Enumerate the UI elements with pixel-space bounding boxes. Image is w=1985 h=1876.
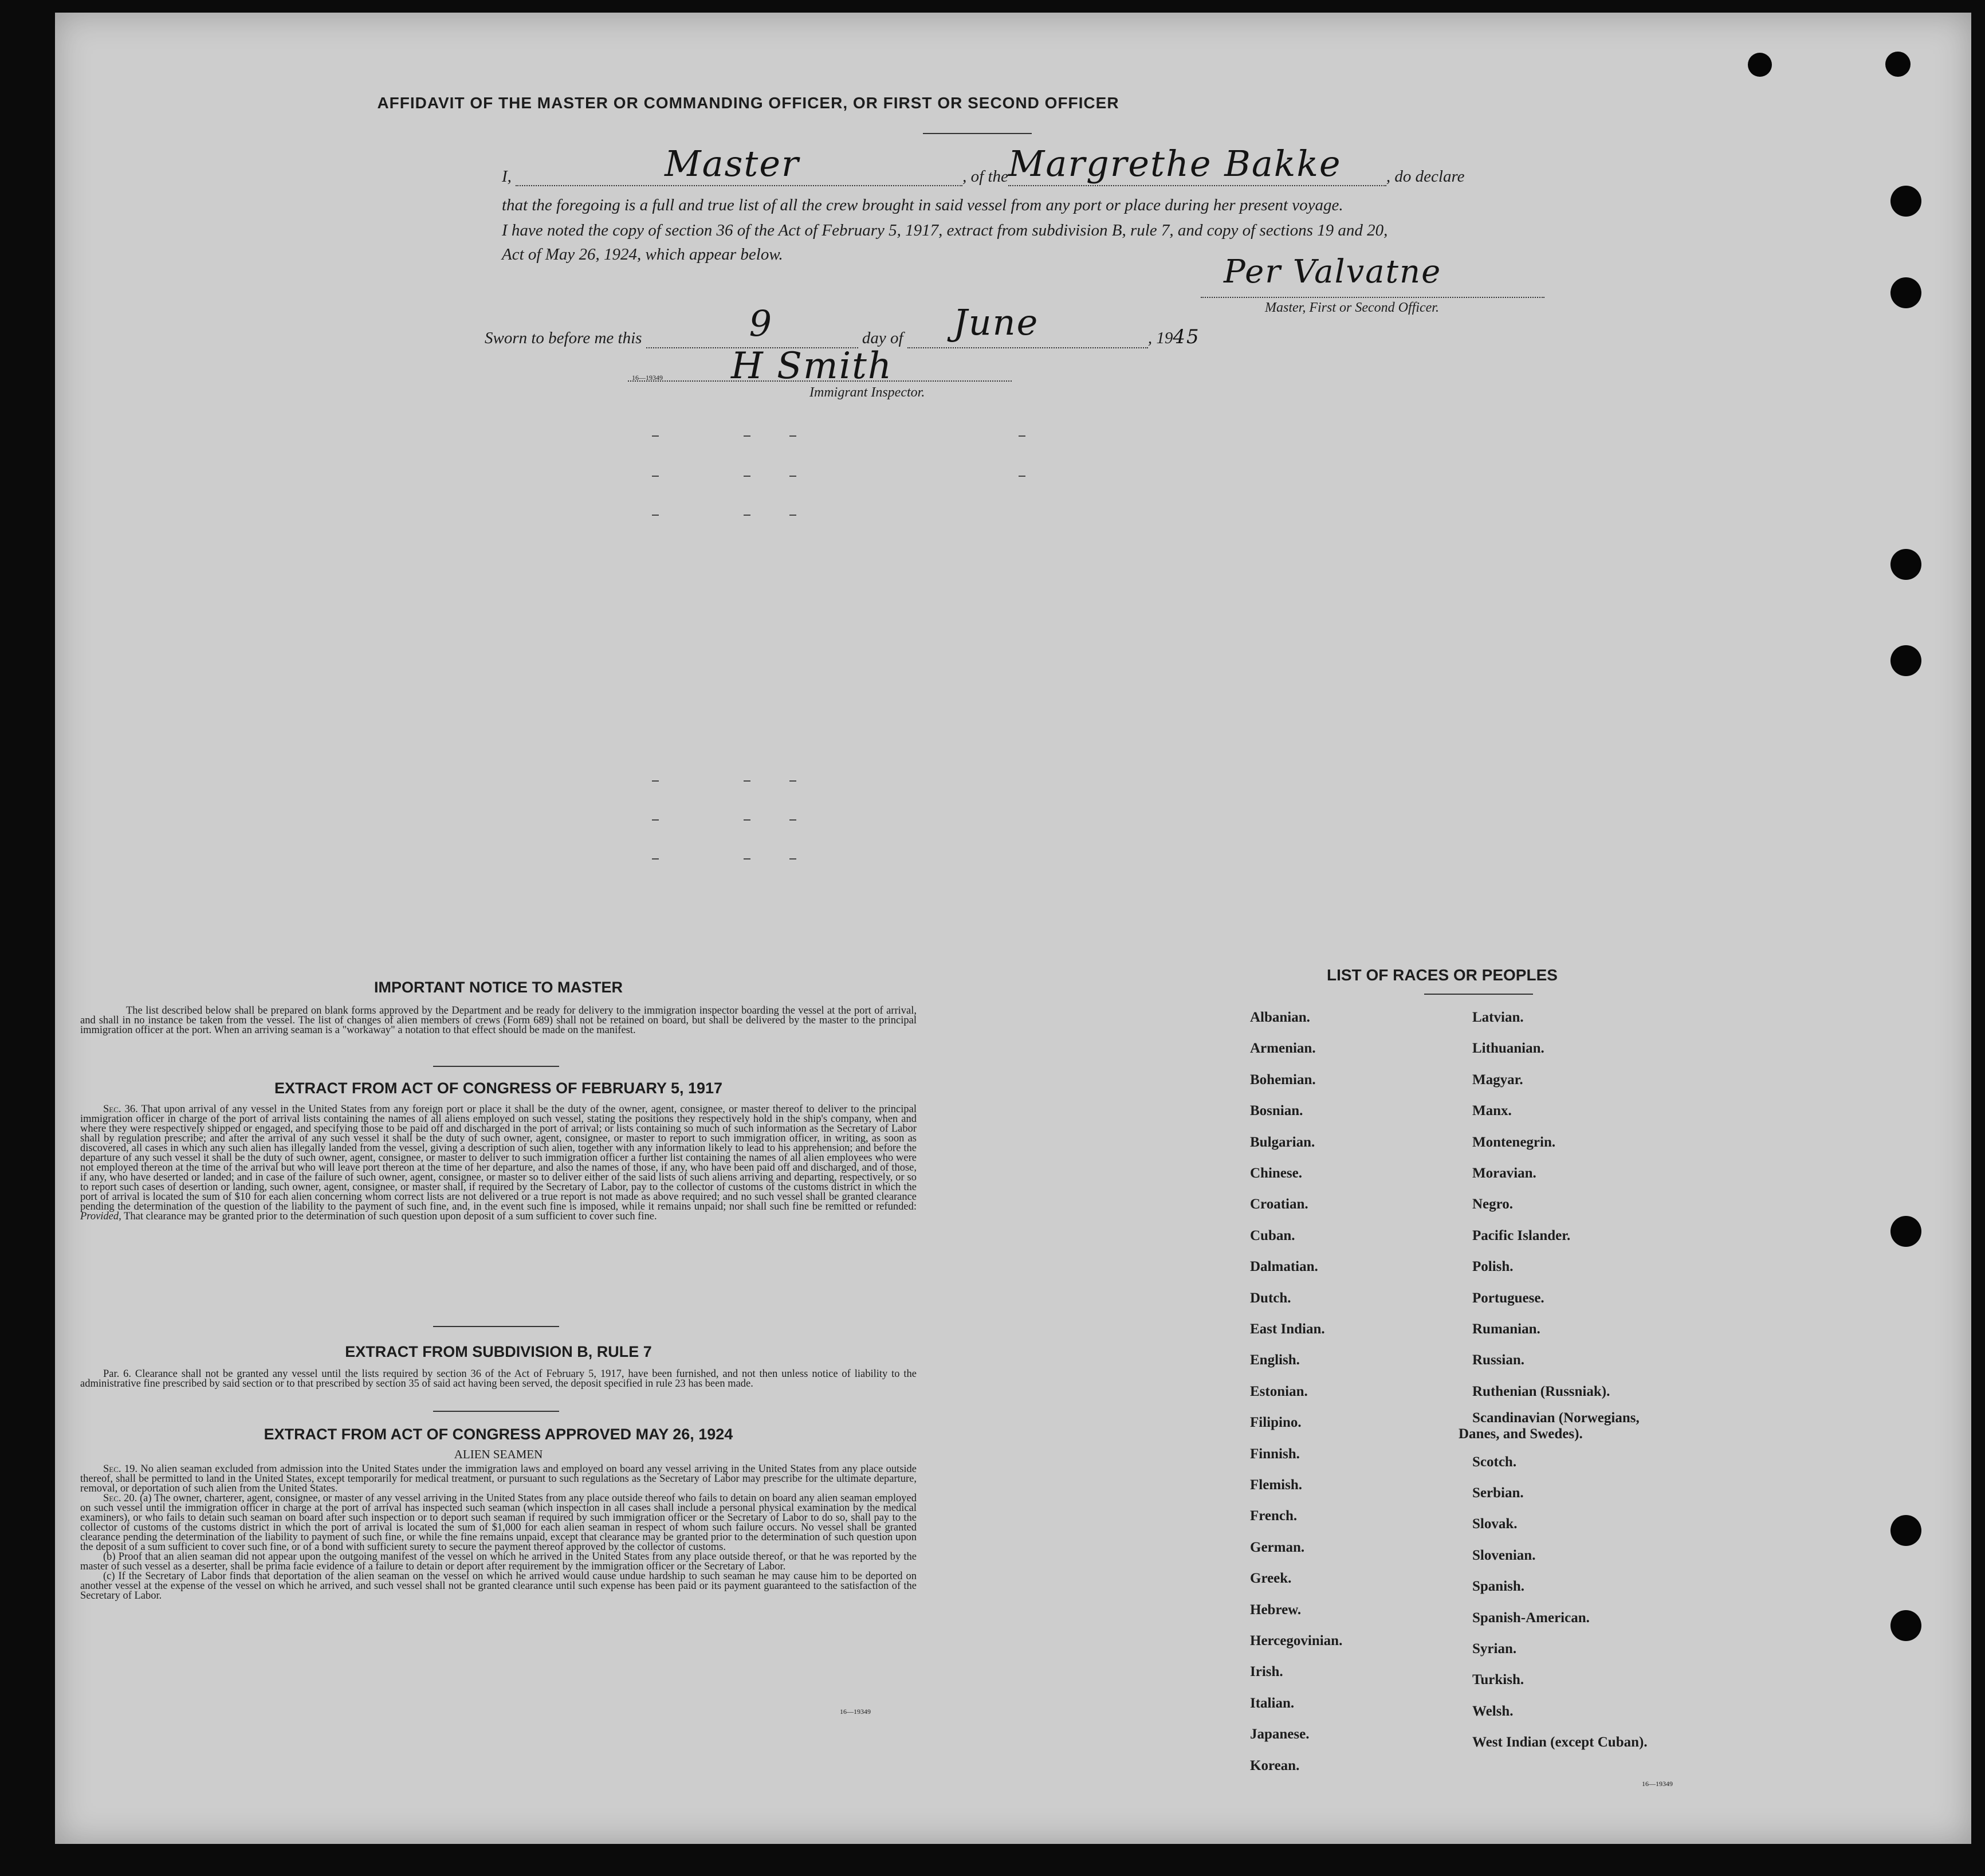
rule7-text [80,1369,917,1389]
race-item: Danes, and Swedes). [1459,1426,1583,1442]
race-item: Greek. [1250,1571,1292,1586]
race-item: Spanish-American. [1472,1610,1590,1626]
race-item: Scotch. [1472,1454,1517,1470]
rule7-title: EXTRACT FROM SUBDIVISION B, RULE 7 [345,1343,652,1360]
affidavit-line-4: Act of May 26, 1924, which appear below. [502,245,783,264]
sec-19-label: Sec. 19. [103,1463,137,1475]
extract-form-number: 16—19349 [840,1708,871,1716]
races-form-number: 16—19349 [1642,1780,1673,1788]
punch-hole-9 [1890,1610,1921,1641]
form-dash [744,476,750,477]
race-item: Dutch. [1250,1290,1291,1306]
race-item: Serbian. [1472,1485,1524,1501]
sec-20-label: Sec. 20. [103,1493,137,1504]
race-item: Hercegovinian. [1250,1633,1343,1649]
extract-1924-title: EXTRACT FROM ACT OF CONGRESS APPROVED MAY 26, 1924 [264,1426,733,1443]
punch-hole-5 [1890,549,1921,580]
race-item: East Indian. [1250,1321,1325,1337]
race-item: Chinese. [1250,1165,1302,1181]
extract-1917-text [80,1105,917,1222]
punch-hole-6 [1890,645,1921,676]
race-item: Manx. [1472,1103,1512,1118]
affidavit-title: AFFIDAVIT OF THE MASTER OR COMMANDING OFFICER, OR FIRST OR SECOND OFFICER [377,94,1119,112]
extract-1917-divider [433,1326,559,1327]
race-item: German. [1250,1540,1305,1555]
signature-line [1201,297,1544,298]
race-item: Welsh. [1472,1704,1514,1719]
form-dash [789,819,796,821]
race-item: Flemish. [1250,1477,1302,1493]
sec-36-text: That upon arrival of any vessel in the United States from any foreign port or place it shall be the duty of the owner, agent, consignee, or master thereof to deliver to the principal immigration officer in charge of the port of arrival lists containing the names of all aliens employed on such vessel, stating the positions they respectively hold in the ship's company, when and where they were respectively shipped or engaged, and specifying those to be paid off and discharged in the port of arrival; or lists containing so much of such information as the Secretary of Labor shall by regulation prescribe; and after the arrival of any such vessel it shall be the duty of such owner, agent, consignee, or master to report to such immigration officer, in writing, as soon as discovered, all cases in which any such alien has illegally landed from the vessel, giving a description of such alien, together with any information likely to lead to his apprehension; and before the departure of any such vessel it shall be the duty of such owner, agent, consignee, or master to deliver to such immigration officer a further list containing the names of all alien employees who were not employed thereon at the time of the arrival but who will leave port thereon at the time of her departure, and also the names of those, if any, who have been paid off and discharged, and of those, if any, who have deserted or landed; and in case of the failure of such owner, agent, consignee, or master so to deliver either of the said lists of such aliens arriving and departing, respectively, or so to report such cases of desertion or landing, such owner, agent, consignee, or master shall, if required by the Secretary of Labor, pay to the collector of customs of the customs district in which the port of arrival is located the sum of $10 for each alien concerning whom correct lists are not delivered or a true report is not made as above required; and no such vessel shall be granted clearance pending the determination of the question of the liability to the payment of such fine, and, in the event such fine is imposed, while it remains unpaid; nor shall such fine be remitted or refunded: [80,1104,917,1212]
race-item: Montenegrin. [1472,1135,1556,1150]
rule7-paragraph: Par. 6. Clearance shall not be granted any vessel until the lists required by section 36 of the Act of February 5, 1917, have been furnished, and not then unless notice of liability to the administrative fine prescribed by said section or to that prescribed by section 35 of said act having been served, the deposit specified in rule 23 has been made. [80,1368,917,1390]
race-item: Bohemian. [1250,1072,1316,1088]
sec-20c-text: (c) If the Secretary of Labor finds that deportation of the alien seaman on the vessel on which he arrived would cause undue hardship to such seaman he may cause him to be deported on another vessel at the expense of the vessel on which he arrived, and such vessel shall not be granted clearance until such expense has been paid or its payment guaranteed to the satisfaction of the Secretary of Labor. [80,1571,917,1602]
race-item: Dalmatian. [1250,1259,1318,1274]
inspector-signature: H Smith [731,345,893,387]
alien-seamen-subtitle: ALIEN SEAMEN [454,1447,543,1461]
punch-hole-7 [1890,1216,1921,1247]
notice-title: IMPORTANT NOTICE TO MASTER [374,979,623,996]
race-item: Latvian. [1472,1010,1524,1025]
form-dash [789,435,796,437]
year-prefix: , 19 [1147,329,1173,347]
punch-hole-3 [1890,186,1921,217]
sec-19-text: No alien seaman excluded from admission into the United States under the immigration laws and employed on board any vessel arriving in the United States from any place outside thereof, shall be permitted to land in the United States, except temporarily for medical treatment, or pursuant to such regulations as the Secretary of Labor may prescribe for the ultimate departure, removal, or deportation of such alien from the United States. [80,1463,917,1494]
name-field [516,143,962,186]
race-item: Italian. [1250,1696,1295,1711]
race-item: Moravian. [1472,1165,1536,1181]
sworn-label: Sworn to before me this [485,329,642,347]
race-item: Filipino. [1250,1415,1302,1430]
race-item: Slovak. [1472,1516,1518,1532]
form-dash [789,515,796,516]
punch-hole-1 [1748,53,1772,77]
sec-20a-text: (a) The owner, charterer, agent, consignee, or master of any vessel arriving in the United States from any place outside thereof who fails to detain on board any alien seaman employed on such vessel until the immigration officer in charge at the port of arrival has inspected such seaman (which inspection in all cases shall include a personal physical examination by the medical examiners), or who fails to detain such seaman on board after such inspection or to deport such seaman if required by such immigration officer or the Secretary of Labor to do so, shall pay to the collector of customs of the customs district in which the port of arrival is located the sum of $1,000 for each alien seaman in respect of whom such failure occurs. No vessel shall be granted clearance pending the determination of the liability to payment of such fine, or while the fine remains unpaid, except that clearance may be granted prior to the determination of such question upon the deposit of a sum sufficient to cover such fine, or of a bond with sufficient surety to secure the payment thereof approved by the collector of customs. [80,1493,917,1553]
race-item: Scandinavian (Norwegians, [1472,1410,1640,1426]
punch-hole-4 [1890,277,1921,308]
race-item: Pacific Islander. [1472,1228,1571,1243]
notice-divider [433,1066,559,1067]
provided-label: Provided, [80,1211,121,1222]
affidavit-line-1 [502,143,1465,186]
form-dash [652,476,659,477]
signature-caption: Master, First or Second Officer. [1265,300,1439,315]
extract-1917-title: EXTRACT FROM ACT OF CONGRESS OF FEBRUARY 5, 1917 [274,1080,723,1097]
race-item: Bosnian. [1250,1103,1303,1118]
form-dash [652,858,659,859]
form-dash [652,780,659,782]
race-item: English. [1250,1352,1300,1368]
form-dash [789,476,796,477]
race-item: Albanian. [1250,1010,1310,1025]
race-item: French. [1250,1508,1298,1524]
race-item: Russian. [1472,1352,1525,1368]
affidavit-line-2: that the foregoing is a full and true list of all the crew brought in said vessel from any port or place during her present voyage. [502,196,1343,214]
race-item: Hebrew. [1250,1602,1302,1618]
race-item: Croatian. [1250,1196,1308,1212]
do-declare-label: , do declare [1386,167,1465,186]
master-signature: Per Valvatne [1224,253,1442,291]
affidavit-line-3: I have noted the copy of section 36 of the Act of February 5, 1917, extract from subdivision B, rule 7, and copy of sections 19 and 20, [502,221,1388,240]
race-item: Spanish. [1472,1579,1525,1594]
race-item: Cuban. [1250,1228,1295,1243]
sec-20b-text: (b) Proof that an alien seaman did not appear upon the outgoing manifest of the vessel on which he arrived in the United States from any place outside thereof, or that he was reported by the master of such vessel as a deserter, shall be prima facie evidence of a failure to detain or deport after requirement by the immigration officer or the Secretary of Labor. [80,1551,917,1572]
form-dash [789,858,796,859]
vessel-handwriting: Margrethe Bakke [1008,143,1342,185]
race-item: Bulgarian. [1250,1135,1315,1150]
races-title: LIST OF RACES OR PEOPLES [1327,966,1558,984]
race-item: Armenian. [1250,1041,1316,1056]
race-item: Irish. [1250,1664,1283,1679]
race-item: Japanese. [1250,1726,1310,1742]
race-item: Magyar. [1472,1072,1523,1088]
form-dash [744,515,750,516]
notice-text [80,1006,917,1035]
form-dash [1019,435,1025,437]
vessel-field [1008,143,1386,186]
race-item: Negro. [1472,1196,1514,1212]
race-item: Korean. [1250,1758,1300,1773]
race-item: West Indian (except Cuban). [1472,1734,1648,1750]
race-item: Estonian. [1250,1384,1308,1399]
year-handwriting: 45 [1173,325,1200,348]
inspector-caption: Immigrant Inspector. [809,385,925,400]
form-dash [1019,476,1025,477]
form-dash [789,780,796,782]
day-of-label: day of [862,329,903,347]
month-handwriting: June [953,301,1039,343]
of-label: , of the [962,167,1008,186]
race-item: Slovenian. [1472,1548,1536,1563]
races-divider [1424,994,1533,995]
name-handwriting: Master [665,143,800,185]
race-item: Polish. [1472,1259,1514,1274]
day-handwriting: 9 [749,303,773,344]
form-dash [652,515,659,516]
document-page [55,13,1971,1844]
race-item: Ruthenian (Russniak). [1472,1384,1610,1399]
i-label: I, [502,167,512,186]
sec-36-label: Sec. 36. [103,1104,138,1115]
punch-hole-8 [1890,1515,1921,1546]
race-item: Finnish. [1250,1446,1300,1462]
notice-paragraph: The list described below shall be prepared on blank forms approved by the Department and be ready for delivery to the immigration inspector boarding the vessel at the port of arrival, and shall in no instance be taken from the vessel. The list of changes of alien members of crews (Form 689) shall not be retained on board, but shall be delivered by the master to the principal immigration officer at the port. When an arriving seaman is a "workaway" a notation to that effect should be made on the manifest. [80,1005,917,1036]
form-dash [744,819,750,821]
title-divider [923,133,1032,134]
form-dash [652,819,659,821]
rule7-divider [433,1411,559,1412]
race-item: Syrian. [1472,1641,1517,1657]
sec-36-text-end: That clearance may be granted prior to the determination of such question upon deposit of a sum sufficient to cover such fine. [124,1211,657,1222]
punch-hole-2 [1885,52,1911,77]
form-dash [744,780,750,782]
race-item: Portuguese. [1472,1290,1544,1306]
form-dash [652,435,659,437]
race-item: Lithuanian. [1472,1041,1544,1056]
race-item: Turkish. [1472,1672,1524,1687]
month-field [907,301,1148,348]
form-dash [744,435,750,437]
inspector-line [628,380,1012,382]
race-item: Rumanian. [1472,1321,1540,1337]
extract-1924-text [80,1465,917,1601]
inspector-form-number: 16—19349 [632,374,663,382]
form-dash [744,858,750,859]
